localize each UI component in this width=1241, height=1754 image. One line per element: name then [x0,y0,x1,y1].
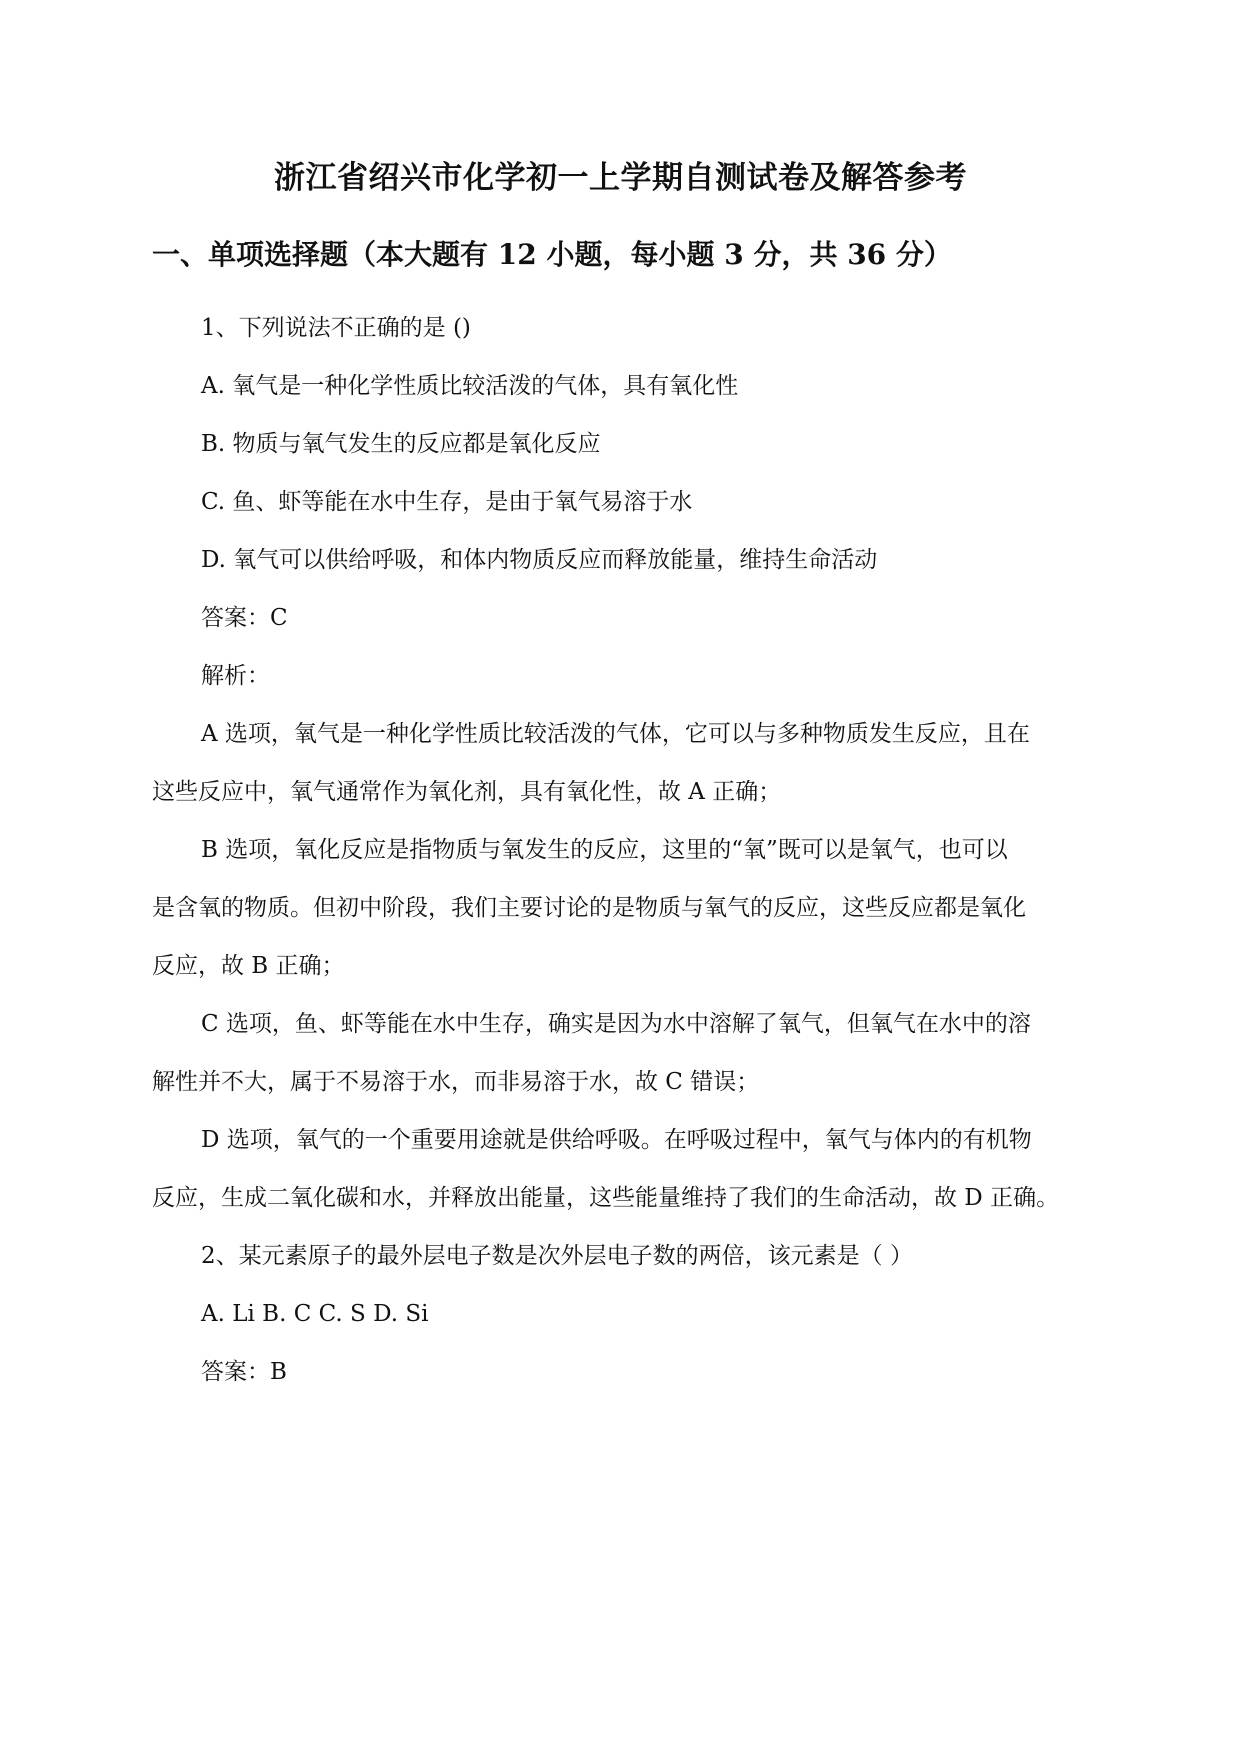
question-1-answer: 答案：C [201,605,288,631]
analysis-line: 这些反应中，氧气通常作为氧化剂，具有氧化性，故 A 正确； [152,779,782,805]
analysis-line: B 选项，氧化反应是指物质与氧发生的反应，这里的“氧”既可以是氧气，也可以 [201,837,1008,863]
question-2-stem: 2、某元素原子的最外层电子数是次外层电子数的两倍，该元素是（ ） [201,1243,913,1269]
analysis-line: 反应，故 B 正确； [152,953,345,979]
question-1-stem: 1、下列说法不正确的是 () [201,315,471,341]
analysis-line: A 选项，氧气是一种化学性质比较活泼的气体，它可以与多种物质发生反应，且在 [201,721,1030,747]
question-1-analysis-label: 解析： [201,663,270,689]
question-2-answer: 答案：B [201,1359,287,1385]
question-1-option-b: B. 物质与氧气发生的反应都是氧化反应 [201,431,601,457]
analysis-line: 是含氧的物质。但初中阶段，我们主要讨论的是物质与氧气的反应，这些反应都是氧化 [152,895,1026,921]
question-1-option-d: D. 氧气可以供给呼吸，和体内物质反应而释放能量，维持生命活动 [201,547,878,573]
question-2-options: A. Li B. C C. S D. Si [201,1301,429,1327]
analysis-line: D 选项，氧气的一个重要用途就是供给呼吸。在呼吸过程中，氧气与体内的有机物 [201,1127,1032,1153]
question-1-option-c: C. 鱼、虾等能在水中生存，是由于氧气易溶于水 [201,489,693,515]
section-heading: 一、单项选择题（本大题有 12 小题，每小题 3 分，共 36 分） [152,238,952,271]
analysis-line: 解性并不大，属于不易溶于水，而非易溶于水，故 C 错误； [152,1069,760,1095]
analysis-line: C 选项，鱼、虾等能在水中生存，确实是因为水中溶解了氧气，但氧气在水中的溶 [201,1011,1031,1037]
analysis-line: 反应，生成二氧化碳和水，并释放出能量，这些能量维持了我们的生命活动，故 D 正确。 [152,1185,1060,1211]
document-title: 浙江省绍兴市化学初一上学期自测试卷及解答参考 [274,160,967,196]
question-1-option-a: A. 氧气是一种化学性质比较活泼的气体，具有氧化性 [201,373,739,399]
